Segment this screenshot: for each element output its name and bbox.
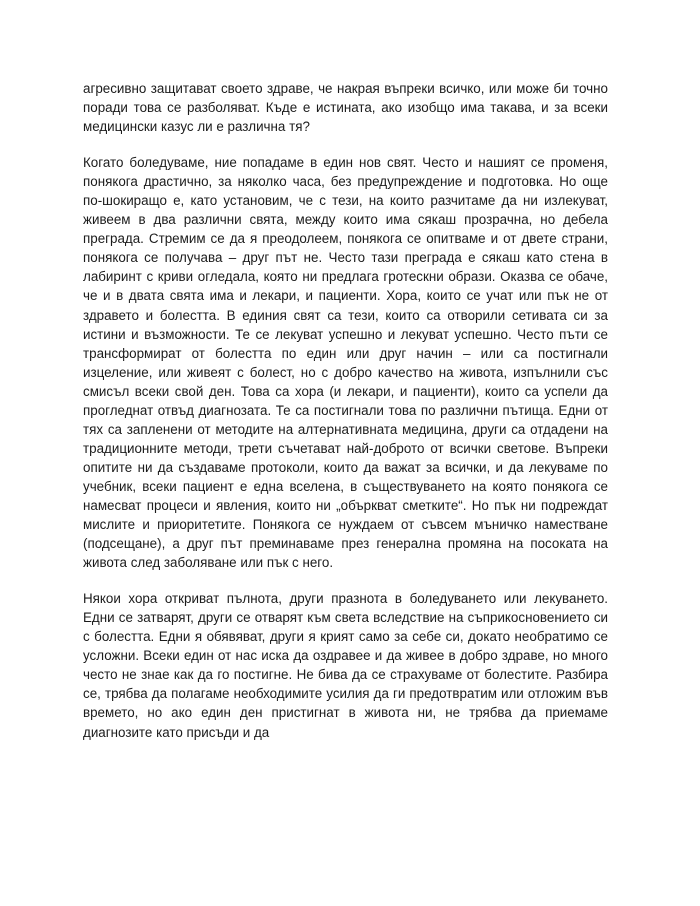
paragraph-3: Някои хора откриват пълнота, други празнота в боледуването или лекуването. Едни се затварят, други се отварят към света вследствие на съприкосновението си с болестта. Едни я обявяват, други я крият само за себе си, докато необратимо се усложни. Всеки един от нас иска да оздравее и да живее в добро здраве, но много често не знае как да го постигне. Не бива да се страхуваме от болестите. Разбира се, трябва да полагаме необходимите усилия да ги предотвратим или отложим във времето, но ако един ден пристигнат в живота ни, не трябва да приемаме диагнозите като присъди и да xyxy=(83,591,608,740)
paragraph-1: агресивно защитават своето здраве, че накрая въпреки всичко, или може би точно поради това се разболяват. Къде е истината, ако изобщо има такава, и за всеки медицински казус ли е различна тя? xyxy=(83,81,608,135)
paragraph-2: Когато боледуваме, ние попадаме в един нов свят. Често и нашият се променя, понякога драстично, за няколко часа, без предупреждение и подготовка. Но още по-шокиращо е, като установим, че с тези, на които разчитаме да ни излекуват, живеем в два различни свята, между които има сякаш прозрачна, но дебела преграда. Стремим се да я преодолеем, понякога се опитваме и от двете страни, понякога се получава – друг път не. Често тази преграда е сякаш като стена в лабиринт с криви огледала, която ни предлага гротескни образи. Оказва се обаче, че и в двата свята има и лекари, и пациенти. Хора, които се учат или пък не от здравето и болестта. В единия свят са тези, които са отворили сетивата си за истини и възможности. Те се лекуват успешно и лекуват успешно. Често пъти се трансформират от болестта по един или друг начин – или са постигнали изцеление, или живеят с болест, но с добро качество на живота, изпълнили със смисъл всеки свой ден. Това са хора (и лекари, и пациенти), които са успели да прогледнат отвъд диагнозата. Те са постигнали това по различни пътища. Едни от тях са запленени от методите на алтернативната медицина, други са отдадени на традиционните методи, трети съчетават най-доброто от всички светове. Въпреки опитите ни да създаваме протоколи, които да важат за всички, и да лекуваме по учебник, всеки пациент е една вселена, в съществуването на която понякога се намесват процеси и явления, които ни „объркват сметките“. Но пък ни подреждат мислите и приоритетите. Понякога се нуждаем от съвсем мъничко наместване (подсещане), а друг път преминаваме през генерална промяна на посоката на живота след заболяване или пък с него. xyxy=(83,155,608,571)
document-text xyxy=(83,79,608,742)
